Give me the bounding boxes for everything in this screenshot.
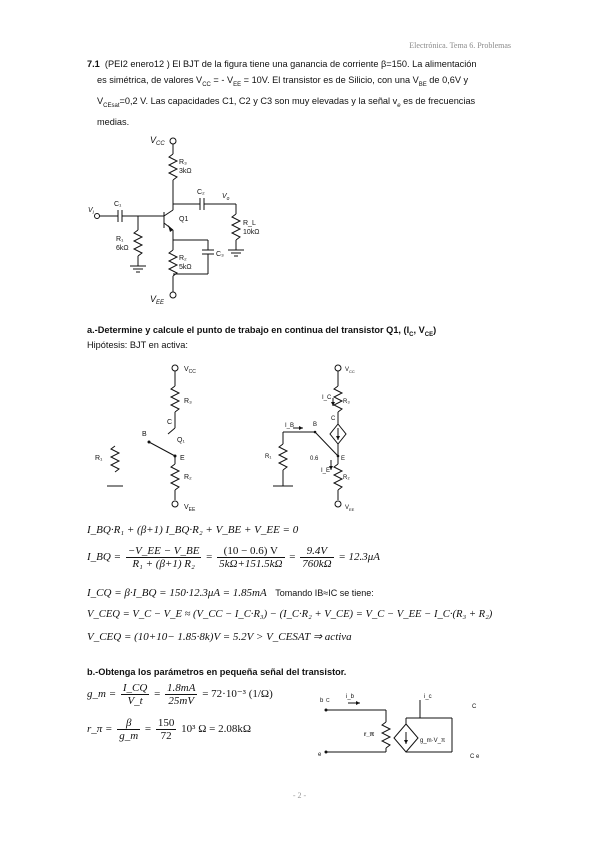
rpi-label: r_π	[364, 732, 375, 738]
c-label-4: C	[472, 704, 477, 710]
part-b-title: b.-Obtenga los parámetros en pequeña señal del transistor.	[87, 667, 347, 677]
vi-label: $V_i$	[88, 207, 94, 216]
base-label: B	[142, 431, 147, 438]
ib-label: I_B	[285, 423, 295, 429]
amplifier-schematic	[80, 128, 280, 308]
equation-gm: g_m = $\frac{I\_CQ}{V\_t}$ = $\frac{1.8mA}{25mV}$ = 72·10⁻³ (1/Ω)	[87, 682, 273, 707]
problem-line-2: es simétrica, de valores $V_{CC}$ = - $V_{EE} = 10V$. El transistor es de Silicio, con una $V_{BE}$ de 0,6V y	[97, 75, 469, 88]
running-header: Electrónica. Tema 6. Problemas	[409, 41, 511, 50]
problem-line-3: $V_{CEsat}=0,2$ V. Las capacidades C1, C2 y C3 son muy elevadas y la señal $v_e$ es de frecuencias	[97, 95, 476, 109]
gm-source-label: g_m·V_π	[420, 738, 446, 744]
e-label-3: E	[341, 456, 346, 462]
q1-label-2: Q₁	[177, 437, 185, 444]
dc-equivalent-circuit	[95, 360, 240, 520]
dc-model-dependent-source	[265, 360, 385, 520]
equation-kvl: I_BQ·R₁ + (β+1) I_BQ·R₂ + V_BE + V_EE = 0	[87, 524, 299, 536]
vcc3-label: $V_{CC}$	[345, 367, 355, 374]
emitter-node	[174, 455, 177, 458]
ie-label: I_E	[321, 468, 331, 474]
b-label-4: b	[320, 698, 324, 704]
vcc-label: $V_{CC}$	[150, 135, 165, 147]
e-label-4: e	[318, 752, 322, 758]
equation-rpi: r_π = $\frac{\beta}{g\_m}$ = $\frac{150}{72}$ 10³ Ω = 2.08kΩ	[87, 717, 251, 742]
r2-label-3: R₂	[343, 475, 350, 481]
r2-label: R₂	[179, 255, 187, 262]
r1-label: R₁	[116, 236, 124, 243]
equation-vceq: V_CEQ = V_C − V_E ≈ (V_CC − I_C·R₃) − (I_C·R₂ + V_CE) = V_C − V_EE − I_C·(R₃ + R₂)	[87, 609, 493, 620]
r1-value: 6kΩ	[116, 245, 129, 252]
problem-line-1: 7.1 (PEI2 enero12 ) El BJT de la figura tiene una ganancia de corriente β=150. La alimentación	[87, 59, 477, 69]
ib-label-4: i_b	[346, 694, 355, 700]
b-label-3: B	[313, 422, 318, 428]
vbe-label: 0.6	[310, 456, 319, 462]
r1-label-3: R₁	[265, 454, 272, 460]
r2-label-2: R₂	[184, 474, 192, 481]
page-number: - 2 -	[292, 791, 307, 800]
r3-label: R₃	[179, 159, 187, 166]
equation-vceq-result: V_CEQ = (10+10− 1.85·8k)V = 5.2V > V_CESAT ⇒ activa	[87, 631, 352, 643]
hypothesis: Hipótesis: BJT en activa:	[87, 340, 188, 350]
rl-value: 10kΩ	[243, 229, 260, 236]
c2-label: C₂	[197, 189, 205, 196]
collector-label: C	[167, 419, 173, 426]
r1-label-2: R₁	[95, 455, 103, 462]
r3-label-3: R₃	[343, 399, 350, 405]
vo-label: $V_o$	[222, 193, 230, 202]
problem-line-4: medias.	[97, 116, 130, 127]
ce-label-4: C e	[470, 754, 480, 760]
part-a-title: a.-Determine y calcule el punto de trabajo en continua del transistor Q1, ($I_C$, $V_{CE}$)	[87, 325, 437, 338]
q1-label: Q1	[179, 216, 189, 223]
base-node	[148, 441, 151, 444]
rl-label: R_L	[243, 220, 256, 227]
r3-value: 3kΩ	[179, 168, 192, 175]
ic-label-4: i_c	[424, 694, 432, 700]
problem-statement	[87, 56, 527, 130]
c3-label: C₃	[216, 251, 224, 258]
ic-label: I_C	[322, 395, 332, 401]
vcc2-label: $V_{CC}$	[184, 366, 196, 375]
vee-label: $V_{EE}$	[150, 294, 165, 306]
r3-label-2: R₃	[184, 398, 192, 405]
equation-icq: I_CQ = β·I_BQ = 150·12.3μA = 1.85mA Tomando IB≈IC se tiene:	[87, 587, 374, 599]
r2-value: 5kΩ	[179, 264, 192, 271]
c-label-4-top: C	[326, 698, 330, 704]
c1-label: C₁	[114, 201, 122, 208]
vee2-label: $V_{EE}$	[184, 504, 196, 513]
small-signal-model	[312, 686, 502, 766]
equation-ibq: I_BQ = $\frac{-V\_EE - V\_BE}{\text{R₁ + (β+1) R₂}}$ = $\frac{(10 - 0.6) V}{5k\Omega+151.5k\Omega}$ = $\frac{9.4V}{760k\Omega}$ = 12.3μA	[87, 545, 380, 570]
vee3-label: $V_{EE}$	[345, 505, 355, 512]
emitter-label: E	[180, 455, 185, 462]
problem-number: 7.1	[87, 59, 100, 69]
c-label-3: C	[331, 416, 336, 422]
